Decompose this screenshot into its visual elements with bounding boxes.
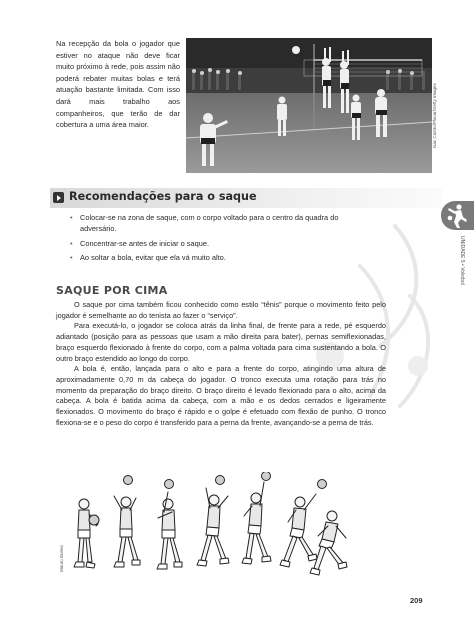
unit-label: UNIDADE 5 • Voleibol bbox=[459, 236, 465, 285]
serve-sequence-illustration bbox=[68, 472, 350, 580]
section-body bbox=[56, 300, 386, 428]
volleyball-player-icon bbox=[441, 201, 474, 230]
paragraph: Para executá-lo, o jogador se coloca atrás da linha final, de frente para a rede, pé esquerdo adiantado (posição para as pessoas que usam a mão direita para bater), pernas semiflexionadas, braço esquerdo flexionado à frente do corpo, com a palma voltada para cima sustentando a bola. O outro braço estendido ao longo do corpo. bbox=[56, 321, 386, 363]
paragraph: A bola é, então, lançada para o alto e para a frente do corpo, atingindo uma altura de aproximadamente 0,70 m da cabeça do jogador. O tronco executa uma rotação para trás no momento da preparação do braço direito. O braço direito é levado flexionado para o alto, acima da cabeça. A bola é batida acima da cabeça, com a mão e os dedos cerrados e ligeiramente flexionados. O movimento do braço é rápido e o golpe é efetuado com flexão de punho. O tronco flexiona-se e o peso do corpo é transferido para a perna da frente, avançando-se a perna de trás. bbox=[56, 364, 386, 427]
player-figure-4 bbox=[197, 476, 229, 567]
photo-credit: Isac Castro/Placar/Getty Images bbox=[432, 83, 437, 148]
player-figure-2 bbox=[114, 476, 140, 568]
player-figure-3 bbox=[157, 480, 182, 570]
intro-paragraph: Na recepção da bola o jogador que estiver no ataque não deve ficar muito próximo à rede, pois assim não poderá rebater muitas bolas e terá atuação bastante limitada. Com isso dará mais trabalho aos companheiros, que terão de dar cobertura a uma área maior. bbox=[56, 39, 180, 130]
list-item: • Colocar-se na zona de saque, com o corpo voltado para o centro da quadra do adversário. bbox=[70, 212, 366, 235]
recommendations-title: Recomendações para o saque bbox=[69, 190, 257, 203]
play-arrow-icon bbox=[53, 192, 64, 203]
paragraph: O saque por cima também ficou conhecido como estilo “tênis” porque o movimento feito pelo jogador é semelhante ao do tenista ao fazer o “serviço”. bbox=[56, 300, 386, 320]
section-title: SAQUE POR CIMA bbox=[56, 284, 168, 297]
volleyball-photo bbox=[186, 38, 432, 173]
player-figure-1 bbox=[74, 499, 99, 568]
list-item: • Ao soltar a bola, evitar que ela vá muito alto. bbox=[70, 252, 366, 263]
player-figure-5 bbox=[242, 472, 271, 564]
recommendations-list bbox=[70, 212, 366, 267]
player-figure-7 bbox=[310, 511, 347, 575]
illustration-credit: Mauro Bueno bbox=[59, 544, 64, 572]
list-item: • Concentrar-se antes de iniciar o saque. bbox=[70, 238, 366, 249]
page-number: 209 bbox=[410, 596, 423, 605]
